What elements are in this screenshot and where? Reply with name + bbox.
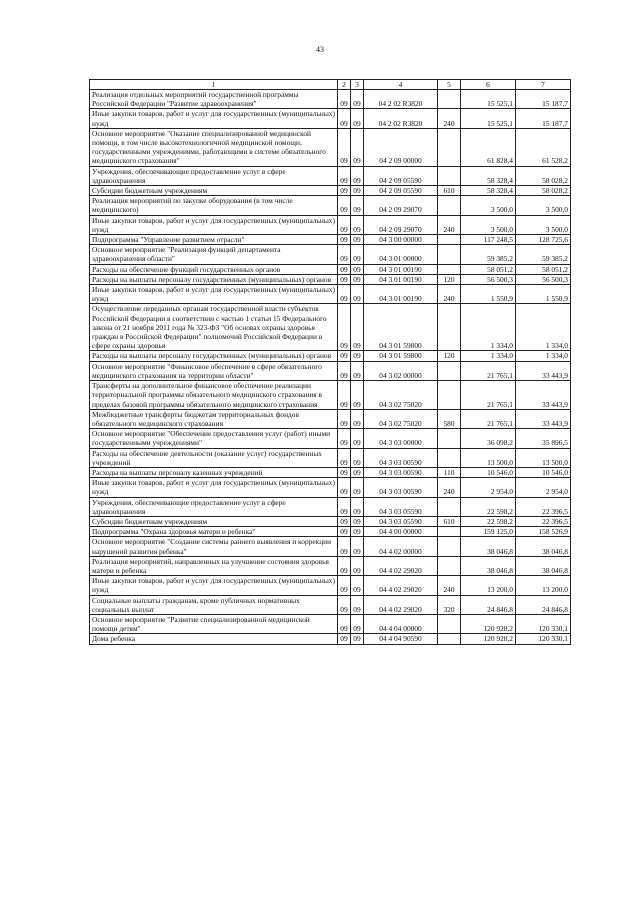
- row-subsection: 09: [351, 215, 364, 234]
- row-name: Расходы на выплаты персоналу казенных учреждений: [90, 467, 338, 477]
- row-subsection: 09: [351, 478, 364, 497]
- row-expense-type: [438, 264, 461, 274]
- table-row: [90, 166, 571, 185]
- table-header-row: [90, 80, 571, 90]
- row-amount-year-1: 1 334,0: [461, 351, 516, 361]
- row-amount-year-1: 24 846,8: [461, 595, 516, 614]
- row-amount-year-2: 1 334,0: [516, 304, 571, 351]
- row-section: 09: [338, 429, 351, 448]
- column-header: 2: [338, 80, 351, 90]
- row-section: 09: [338, 448, 351, 467]
- row-section: 09: [338, 245, 351, 264]
- row-section: 09: [338, 381, 351, 410]
- row-expense-type: [438, 527, 461, 537]
- table-row: [90, 429, 571, 448]
- row-target-code: 04 3 03 05590: [364, 497, 438, 516]
- row-target-code: 04 3 01 00000: [364, 245, 438, 264]
- row-name: Основное мероприятие "Финансовое обеспечение в сфере обязательного медицинского страхования на территории области": [90, 361, 338, 380]
- row-subsection: 09: [351, 128, 364, 166]
- table-row: [90, 304, 571, 351]
- row-amount-year-1: 58 051,2: [461, 264, 516, 274]
- row-expense-type: [438, 304, 461, 351]
- row-amount-year-1: 1 334,0: [461, 304, 516, 351]
- table-row: [90, 467, 571, 477]
- row-section: 09: [338, 166, 351, 185]
- row-expense-type: 120: [438, 351, 461, 361]
- row-amount-year-1: 38 046,8: [461, 556, 516, 575]
- row-section: 09: [338, 634, 351, 644]
- row-name: Межбюджетные трансферты бюджетам территориальных фондов обязательного медицинского страхования: [90, 409, 338, 428]
- row-name: Подпрограмма "Управление развитием отрасли": [90, 235, 338, 245]
- row-target-code: 04 3 03 00590: [364, 467, 438, 477]
- row-target-code: 04 3 03 00590: [364, 478, 438, 497]
- row-amount-year-2: 15 187,7: [516, 109, 571, 128]
- row-target-code: 04 4 02 29020: [364, 556, 438, 575]
- row-target-code: 04 2 09 00000: [364, 128, 438, 166]
- table-row: [90, 186, 571, 196]
- row-expense-type: [438, 196, 461, 215]
- row-amount-year-2: 3 500,0: [516, 196, 571, 215]
- row-expense-type: [438, 90, 461, 109]
- column-header: 5: [438, 80, 461, 90]
- row-expense-type: [438, 429, 461, 448]
- row-subsection: 09: [351, 634, 364, 644]
- table-row: [90, 90, 571, 109]
- row-amount-year-2: 10 546,0: [516, 467, 571, 477]
- row-expense-type: [438, 361, 461, 380]
- row-section: 09: [338, 527, 351, 537]
- row-target-code: 04 3 02 75020: [364, 381, 438, 410]
- row-name: Расходы на выплаты персоналу государственных (муниципальных) органов: [90, 351, 338, 361]
- row-section: 09: [338, 595, 351, 614]
- row-expense-type: [438, 497, 461, 516]
- row-amount-year-1: 22 598,2: [461, 516, 516, 526]
- column-header: 4: [364, 80, 438, 90]
- row-target-code: 04 3 00 00000: [364, 235, 438, 245]
- table-row: [90, 595, 571, 614]
- row-amount-year-2: 22 396,5: [516, 497, 571, 516]
- row-section: 09: [338, 285, 351, 304]
- table-row: [90, 516, 571, 526]
- row-section: 09: [338, 109, 351, 128]
- row-amount-year-2: 61 528,2: [516, 128, 571, 166]
- row-subsection: 09: [351, 196, 364, 215]
- row-target-code: 04 4 00 00000: [364, 527, 438, 537]
- row-amount-year-1: 61 828,4: [461, 128, 516, 166]
- row-subsection: 09: [351, 264, 364, 274]
- row-subsection: 09: [351, 304, 364, 351]
- row-amount-year-2: 38 046,8: [516, 537, 571, 556]
- row-subsection: 09: [351, 516, 364, 526]
- table-row: [90, 196, 571, 215]
- row-subsection: 09: [351, 448, 364, 467]
- row-target-code: 04 2 02 R3820: [364, 109, 438, 128]
- row-subsection: 09: [351, 274, 364, 284]
- row-name: Иные закупки товаров, работ и услуг для государственных (муниципальных) нужд: [90, 576, 338, 595]
- row-target-code: 04 3 03 00000: [364, 429, 438, 448]
- row-section: 09: [338, 467, 351, 477]
- row-section: 09: [338, 516, 351, 526]
- row-section: 09: [338, 409, 351, 428]
- row-section: 09: [338, 351, 351, 361]
- row-target-code: 04 3 01 59800: [364, 351, 438, 361]
- budget-table: [89, 79, 571, 645]
- row-name: Реализация отдельных мероприятий государственной программы Российской Федерации "Развитие здравоохранения": [90, 90, 338, 109]
- row-amount-year-1: 59 385,2: [461, 245, 516, 264]
- column-header: 7: [516, 80, 571, 90]
- row-expense-type: 320: [438, 595, 461, 614]
- row-expense-type: 240: [438, 285, 461, 304]
- table-row: [90, 274, 571, 284]
- row-name: Учреждения, обеспечивающие предоставление услуг в сфере здравоохранения: [90, 166, 338, 185]
- row-amount-year-2: 2 954,0: [516, 478, 571, 497]
- row-expense-type: [438, 166, 461, 185]
- row-amount-year-1: 58 328,4: [461, 166, 516, 185]
- row-amount-year-2: 24 846,8: [516, 595, 571, 614]
- table-row: [90, 497, 571, 516]
- row-name: Трансферты на дополнительное финансовое обеспечение реализации территориальной программы обязательного медицинского страхования в пределах базовой программы обязательного медицинского страхования: [90, 381, 338, 410]
- row-subsection: 09: [351, 614, 364, 633]
- row-expense-type: [438, 381, 461, 410]
- row-amount-year-2: 33 443,9: [516, 381, 571, 410]
- row-amount-year-2: 56 500,3: [516, 274, 571, 284]
- row-expense-type: [438, 128, 461, 166]
- row-expense-type: [438, 634, 461, 644]
- row-section: 09: [338, 614, 351, 633]
- row-target-code: 04 4 02 29020: [364, 576, 438, 595]
- row-expense-type: 120: [438, 274, 461, 284]
- row-amount-year-2: 1 550,9: [516, 285, 571, 304]
- row-amount-year-1: 15 525,1: [461, 109, 516, 128]
- row-name: Иные закупки товаров, работ и услуг для государственных (муниципальных) нужд: [90, 285, 338, 304]
- row-target-code: 04 3 02 75020: [364, 409, 438, 428]
- row-section: 09: [338, 235, 351, 245]
- row-amount-year-2: 1 334,0: [516, 351, 571, 361]
- row-name: Расходы на выплаты персоналу государственных (муниципальных) органов: [90, 274, 338, 284]
- row-subsection: 09: [351, 381, 364, 410]
- row-target-code: 04 3 01 00190: [364, 274, 438, 284]
- row-name: Основное мероприятие "Создание системы раннего выявления и коррекции нарушений развития ребенка": [90, 537, 338, 556]
- row-expense-type: [438, 537, 461, 556]
- row-name: Реализация мероприятий по закупке оборудования (в том числе медицинского): [90, 196, 338, 215]
- row-name: Расходы на обеспечение функций государственных органов: [90, 264, 338, 274]
- row-amount-year-2: 35 896,5: [516, 429, 571, 448]
- row-amount-year-1: 21 765,1: [461, 361, 516, 380]
- row-name: Подпрограмма "Охрана здоровья матери и ребенка": [90, 527, 338, 537]
- row-name: Дома ребенка: [90, 634, 338, 644]
- row-name: Иные закупки товаров, работ и услуг для государственных (муниципальных) нужд: [90, 215, 338, 234]
- row-section: 09: [338, 90, 351, 109]
- row-target-code: 04 2 09 29070: [364, 196, 438, 215]
- table-row: [90, 361, 571, 380]
- row-section: 09: [338, 304, 351, 351]
- row-target-code: 04 2 09 05590: [364, 166, 438, 185]
- row-section: 09: [338, 361, 351, 380]
- row-expense-type: 240: [438, 109, 461, 128]
- row-amount-year-2: 120 330,1: [516, 634, 571, 644]
- row-amount-year-1: 56 500,3: [461, 274, 516, 284]
- row-expense-type: [438, 614, 461, 633]
- row-name: Субсидии бюджетным учреждениям: [90, 516, 338, 526]
- row-target-code: 04 2 09 29070: [364, 215, 438, 234]
- row-expense-type: 240: [438, 215, 461, 234]
- row-amount-year-1: 13 500,0: [461, 448, 516, 467]
- row-section: 09: [338, 497, 351, 516]
- row-subsection: 09: [351, 361, 364, 380]
- row-amount-year-1: 1 550,9: [461, 285, 516, 304]
- row-section: 09: [338, 264, 351, 274]
- row-name: Учреждения, обеспечивающие предоставление услуг в сфере здравоохранения: [90, 497, 338, 516]
- table-row: [90, 576, 571, 595]
- row-amount-year-2: 3 500,0: [516, 215, 571, 234]
- page-number: 43: [316, 45, 324, 54]
- row-amount-year-2: 58 028,2: [516, 186, 571, 196]
- row-name: Расходы на обеспечение деятельности (оказание услуг) государственных учреждений: [90, 448, 338, 467]
- row-section: 09: [338, 537, 351, 556]
- table-row: [90, 215, 571, 234]
- row-subsection: 09: [351, 595, 364, 614]
- table-row: [90, 409, 571, 428]
- table-row: [90, 285, 571, 304]
- row-amount-year-2: 15 187,7: [516, 90, 571, 109]
- row-name: Осуществление переданных органам государственной власти субъектов Российской Федерации в соответствии с частью 1 статьи 15 Федерального закона от 21 ноября 2011 года № 323-ФЗ "Об основах охраны здоровья граждан в Российской Федерации" полномочий Российской Федерации в сфере охраны здоровья: [90, 304, 338, 351]
- row-expense-type: 240: [438, 576, 461, 595]
- row-amount-year-2: 33 443,9: [516, 361, 571, 380]
- row-amount-year-1: 120 928,2: [461, 634, 516, 644]
- table-row: [90, 245, 571, 264]
- table-row: [90, 264, 571, 274]
- row-amount-year-1: 3 500,0: [461, 196, 516, 215]
- row-amount-year-2: 59 385,2: [516, 245, 571, 264]
- row-amount-year-1: 2 954,0: [461, 478, 516, 497]
- row-expense-type: 240: [438, 478, 461, 497]
- row-amount-year-1: 10 546,0: [461, 467, 516, 477]
- row-target-code: 04 2 02 R3820: [364, 90, 438, 109]
- row-target-code: 04 4 02 29020: [364, 595, 438, 614]
- row-amount-year-2: 33 443,9: [516, 409, 571, 428]
- row-subsection: 09: [351, 527, 364, 537]
- table-row: [90, 351, 571, 361]
- table-row: [90, 235, 571, 245]
- row-expense-type: [438, 245, 461, 264]
- row-amount-year-1: 22 598,2: [461, 497, 516, 516]
- row-target-code: 04 3 01 59800: [364, 304, 438, 351]
- column-header: 1: [90, 80, 338, 90]
- row-amount-year-1: 15 525,1: [461, 90, 516, 109]
- row-subsection: 09: [351, 235, 364, 245]
- row-subsection: 09: [351, 409, 364, 428]
- row-section: 09: [338, 186, 351, 196]
- row-amount-year-2: 13 500,0: [516, 448, 571, 467]
- row-section: 09: [338, 274, 351, 284]
- row-subsection: 09: [351, 556, 364, 575]
- table-row: [90, 556, 571, 575]
- row-amount-year-2: 38 046,8: [516, 556, 571, 575]
- row-target-code: 04 3 03 05590: [364, 516, 438, 526]
- row-target-code: 04 3 01 00190: [364, 285, 438, 304]
- row-target-code: 04 4 02 00000: [364, 537, 438, 556]
- row-subsection: 09: [351, 576, 364, 595]
- row-subsection: 09: [351, 90, 364, 109]
- row-expense-type: 110: [438, 467, 461, 477]
- row-expense-type: 580: [438, 409, 461, 428]
- row-subsection: 09: [351, 109, 364, 128]
- row-amount-year-1: 120 928,2: [461, 614, 516, 633]
- row-amount-year-1: 159 125,0: [461, 527, 516, 537]
- column-header: 6: [461, 80, 516, 90]
- row-subsection: 09: [351, 537, 364, 556]
- table-row: [90, 614, 571, 633]
- row-amount-year-2: 128 725,6: [516, 235, 571, 245]
- row-subsection: 09: [351, 285, 364, 304]
- row-amount-year-1: 13 200,0: [461, 576, 516, 595]
- row-section: 09: [338, 576, 351, 595]
- row-target-code: 04 3 01 00190: [364, 264, 438, 274]
- row-subsection: 09: [351, 166, 364, 185]
- row-subsection: 09: [351, 467, 364, 477]
- row-name: Основное мероприятие "Обеспечение предоставления услуг (работ) иными государственными учреждениями": [90, 429, 338, 448]
- row-subsection: 09: [351, 351, 364, 361]
- table-row: [90, 448, 571, 467]
- row-target-code: 04 3 02 00000: [364, 361, 438, 380]
- row-amount-year-1: 21 765,1: [461, 381, 516, 410]
- row-section: 09: [338, 478, 351, 497]
- row-amount-year-2: 158 526,9: [516, 527, 571, 537]
- row-expense-type: 610: [438, 516, 461, 526]
- row-amount-year-1: 117 248,5: [461, 235, 516, 245]
- row-name: Реализация мероприятий, направленных на улучшение состояния здоровья матери и ребенка: [90, 556, 338, 575]
- row-subsection: 09: [351, 245, 364, 264]
- row-name: Социальные выплаты гражданам, кроме публичных нормативных социальных выплат: [90, 595, 338, 614]
- row-name: Иные закупки товаров, работ и услуг для государственных (муниципальных) нужд: [90, 478, 338, 497]
- row-subsection: 09: [351, 186, 364, 196]
- row-amount-year-1: 58 328,4: [461, 186, 516, 196]
- row-amount-year-1: 21 765,1: [461, 409, 516, 428]
- table-row: [90, 128, 571, 166]
- row-subsection: 09: [351, 429, 364, 448]
- row-target-code: 04 4 04 90590: [364, 634, 438, 644]
- row-amount-year-1: 38 046,8: [461, 537, 516, 556]
- row-amount-year-2: 58 051,2: [516, 264, 571, 274]
- row-amount-year-2: 22 396,5: [516, 516, 571, 526]
- row-section: 09: [338, 215, 351, 234]
- row-expense-type: [438, 448, 461, 467]
- row-target-code: 04 3 03 00590: [364, 448, 438, 467]
- row-section: 09: [338, 556, 351, 575]
- table-row: [90, 478, 571, 497]
- row-amount-year-2: 58 028,2: [516, 166, 571, 185]
- row-name: Иные закупки товаров, работ и услуг для государственных (муниципальных) нужд: [90, 109, 338, 128]
- table-row: [90, 634, 571, 644]
- row-target-code: 04 4 04 00000: [364, 614, 438, 633]
- row-section: 09: [338, 128, 351, 166]
- row-expense-type: 610: [438, 186, 461, 196]
- row-amount-year-1: 36 098,2: [461, 429, 516, 448]
- table-row: [90, 109, 571, 128]
- row-target-code: 04 2 09 05590: [364, 186, 438, 196]
- row-section: 09: [338, 196, 351, 215]
- row-amount-year-2: 13 200,0: [516, 576, 571, 595]
- table-row: [90, 537, 571, 556]
- row-amount-year-1: 3 500,0: [461, 215, 516, 234]
- row-amount-year-2: 120 330,1: [516, 614, 571, 633]
- row-name: Субсидии бюджетным учреждениям: [90, 186, 338, 196]
- row-name: Основное мероприятие "Оказание специализированной медицинской помощи, в том числе высокотехнологичной медицинской помощи, государственными учреждениями, работающими в системе обязательного медицинского страхования": [90, 128, 338, 166]
- row-subsection: 09: [351, 497, 364, 516]
- row-name: Основное мероприятие "Развитие специализированной медицинской помощи детям": [90, 614, 338, 633]
- table-row: [90, 381, 571, 410]
- row-expense-type: [438, 556, 461, 575]
- column-header: 3: [351, 80, 364, 90]
- row-name: Основное мероприятие "Реализация функций департамента здравоохранения области": [90, 245, 338, 264]
- table-row: [90, 527, 571, 537]
- row-expense-type: [438, 235, 461, 245]
